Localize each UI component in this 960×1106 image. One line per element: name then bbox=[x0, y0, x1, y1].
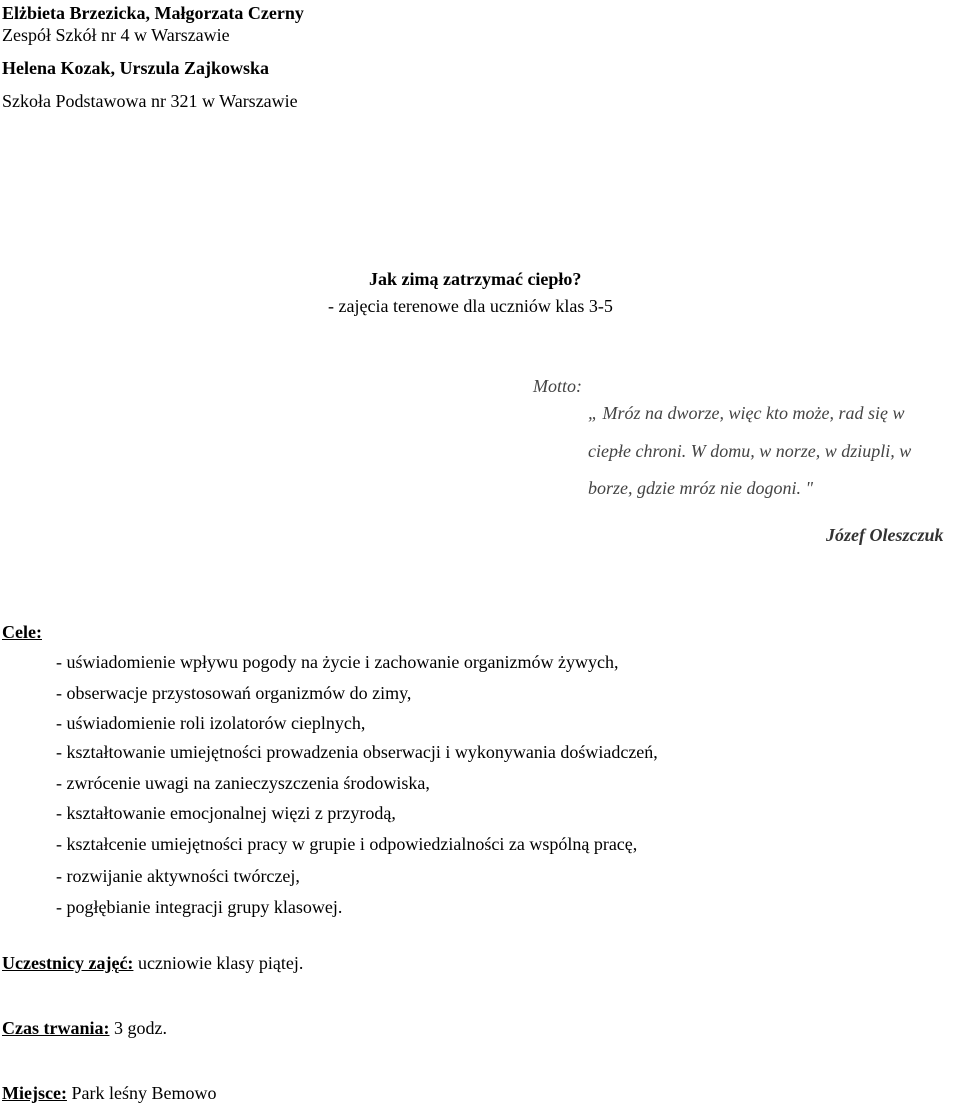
participants-value: uczniowie klasy piątej. bbox=[137, 953, 304, 973]
goal-item: - kształtowanie umiejętności prowadzenia obserwacji i wykonywania doświadczeń, bbox=[56, 742, 658, 762]
participants-label: Uczestnicy zajęć: bbox=[2, 953, 134, 973]
motto-line-1: „ Mróz na dworze, więc kto może, rad się w bbox=[588, 403, 905, 423]
goal-item: - uświadomienie roli izolatorów cieplnych, bbox=[56, 713, 366, 733]
goal-item: - kształtowanie emocjonalnej więzi z przyrodą, bbox=[56, 803, 396, 823]
author-names-1: Elżbieta Brzezicka, Małgorzata Czerny bbox=[2, 3, 304, 23]
motto-label: Motto: bbox=[533, 376, 582, 396]
motto-author: Józef Oleszczuk bbox=[826, 525, 944, 545]
author-school-2: Szkoła Podstawowa nr 321 w Warszawie bbox=[2, 91, 298, 111]
author-names-2: Helena Kozak, Urszula Zajkowska bbox=[2, 58, 270, 78]
goals-label: Cele: bbox=[2, 622, 42, 642]
duration-value: 3 godz. bbox=[113, 1018, 167, 1038]
goal-item: - zwrócenie uwagi na zanieczyszczenia środowiska, bbox=[56, 773, 430, 793]
duration-row bbox=[2, 1017, 167, 1039]
goal-item: - obserwacje przystosowań organizmów do zimy, bbox=[56, 683, 412, 703]
page-subtitle: - zajęcia terenowe dla uczniów klas 3-5 bbox=[328, 296, 613, 316]
place-label: Miejsce: bbox=[2, 1083, 67, 1103]
goal-item: - kształcenie umiejętności pracy w grupie i odpowiedzialności za wspólną pracę, bbox=[56, 834, 638, 854]
duration-label: Czas trwania: bbox=[2, 1018, 110, 1038]
goal-item: - uświadomienie wpływu pogody na życie i zachowanie organizmów żywych, bbox=[56, 652, 619, 672]
author-school-1: Zespół Szkół nr 4 w Warszawie bbox=[2, 25, 230, 45]
motto-line-2: ciepłe chroni. W domu, w norze, w dziupli, w bbox=[588, 441, 912, 461]
goal-item: - rozwijanie aktywności twórczej, bbox=[56, 866, 300, 886]
page-title: Jak zimą zatrzymać ciepło? bbox=[369, 269, 582, 289]
participants-row bbox=[2, 952, 303, 974]
place-row bbox=[2, 1082, 216, 1104]
place-value: Park leśny Bemowo bbox=[71, 1083, 217, 1103]
goal-item: - pogłębianie integracji grupy klasowej. bbox=[56, 897, 343, 917]
motto-line-3: borze, gdzie mróz nie dogoni. " bbox=[588, 478, 814, 498]
